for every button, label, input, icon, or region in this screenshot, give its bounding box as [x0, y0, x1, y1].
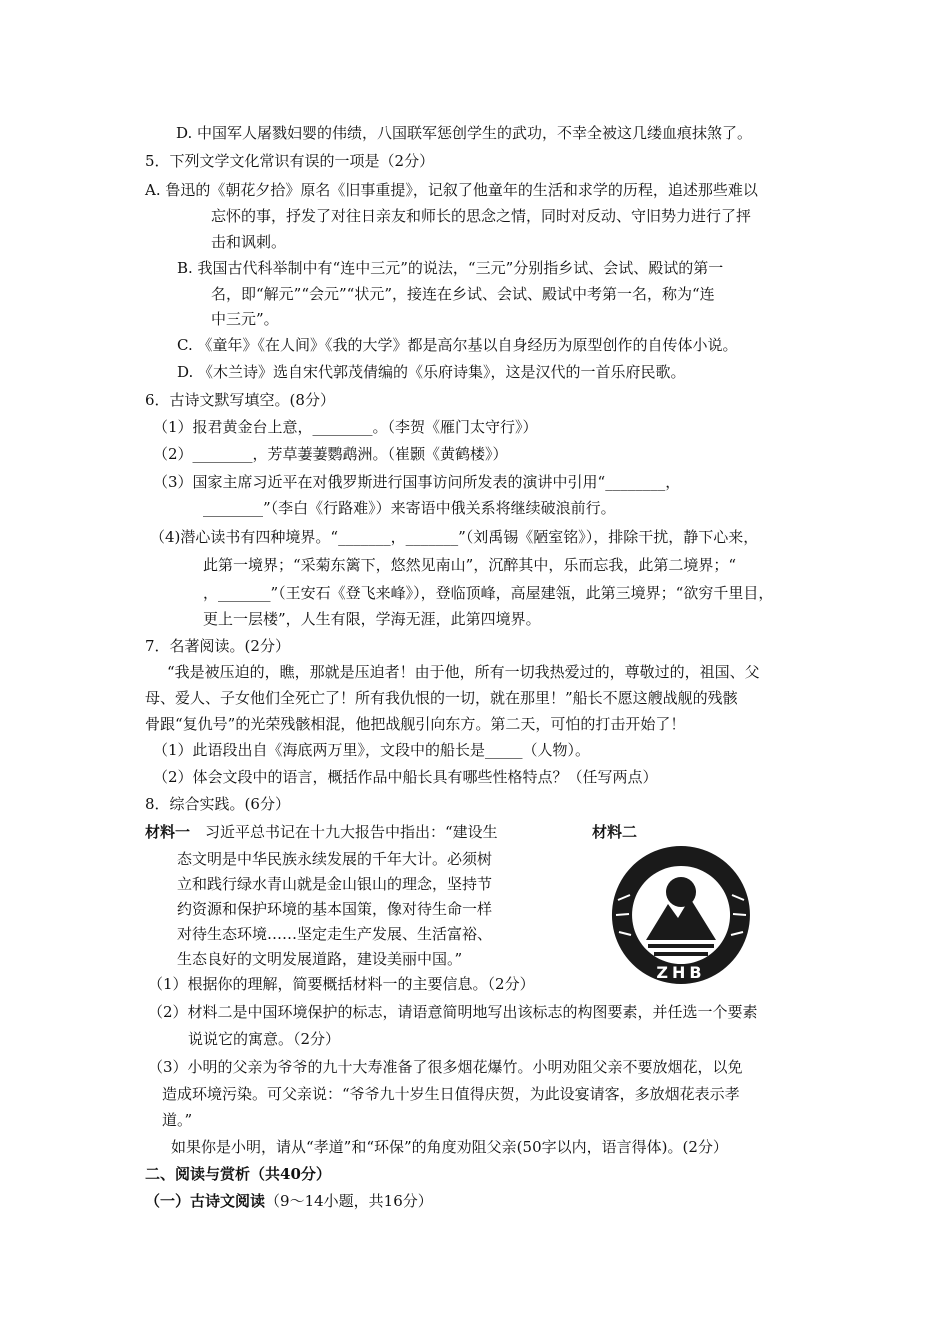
- material-one-line1: 习近平总书记在十九大报告中指出：“建设生: [205, 823, 498, 841]
- section-one-prefix: （一）: [145, 1192, 191, 1210]
- q6-item-2: （2）________，芳草萋萋鹦鹉洲。（崔颢《黄鹤楼》）: [153, 445, 508, 463]
- q6-item-4-line3: ，_______”（王安石《登飞来峰》），登临顶峰，高屋建瓴，此第三境界；“欲穷千里目，: [203, 584, 774, 602]
- q5-option-a-line2: 忘怀的事，抒发了对往日亲友和师长的思念之情，同时对反动、守旧势力进行了抨: [211, 207, 752, 225]
- q8-item-3-instruction: 如果你是小明，请从“孝道”和“环保”的角度劝阻父亲(50字以内，语言得体)。(2分）: [171, 1138, 728, 1156]
- water-wave-icon: [648, 944, 714, 948]
- q7-item-1: （1）此语段出自《海底两万里》，文段中的船长是_____（人物）。: [153, 741, 591, 759]
- q5-option-c: C. 《童年》《在人间》《我的大学》都是高尔基以自身经历为原型创作的自传体小说。: [177, 336, 738, 354]
- q8-item-2-line2: 说说它的寓意。（2分）: [188, 1030, 341, 1048]
- q6-item-4-line4: 更上一层楼”，人生有限，学海无涯，此第四境界。: [203, 610, 541, 628]
- environmental-protection-logo: [606, 840, 756, 990]
- material-one-label: 材料一: [145, 823, 191, 841]
- q7-passage-line1: “我是被压迫的，瞧，那就是压迫者！由于他，所有一切我热爱过的，尊敬过的，祖国、父: [167, 663, 760, 681]
- logo-letters: ZHB: [656, 963, 706, 982]
- q8-item-3-line2: 造成环境污染。可父亲说：“爷爷九十岁生日值得庆贺，为此设宴请客，多放烟花表示孝: [162, 1085, 740, 1103]
- q8-item-2-line1: （2）材料二是中国环境保护的标志，请语意简明地写出该标志的构图要素，并任选一个要素: [148, 1003, 758, 1021]
- q6-item-3-line1: （3）国家主席习近平在对俄罗斯进行国事访问所发表的演讲中引用“________，: [153, 473, 681, 491]
- option-d-q4: D. 中国军人屠戮妇婴的伟绩，八国联军惩创学生的武功，不幸全被这几缕血痕抹煞了。: [176, 124, 753, 142]
- material-one-line5: 对待生态环境……坚定走生产发展、生活富裕、: [177, 925, 493, 943]
- material-one-line3: 立和践行绿水青山就是金山银山的理念，坚持节: [177, 875, 493, 893]
- q5-option-a-line1: A. 鲁迅的《朝花夕拾》原名《旧事重提》，记叙了他童年的生活和求学的历程，追述那些难以: [145, 181, 758, 199]
- q7-passage-line2: 母、爱人、子女他们全死亡了！所有我仇恨的一切，就在那里！”船长不愿这艘战舰的残骸: [145, 689, 738, 707]
- q5-option-b-line2: 名，即“解元”“会元”“状元”，接连在乡试、会试、殿试中考第一名，称为“连: [211, 285, 715, 303]
- question-5-title: 5．下列文学文化常识有误的一项是（2分）: [145, 152, 435, 170]
- q6-item-4-line1: （4)潜心读书有四种境界。“_______，_______”（刘禹锡《陋室铭》），排除干扰，静下心来，: [150, 528, 759, 546]
- question-7-title: 7．名著阅读。(2分）: [145, 637, 290, 655]
- q5-option-a-line3: 击和讽刺。: [211, 233, 287, 251]
- q6-item-1: （1）报君黄金台上意，________。（李贺《雁门太守行》）: [153, 418, 538, 436]
- section-two-heading: 二、阅读与赏析（共40分）: [145, 1165, 331, 1183]
- section-one-title: 古诗文阅读: [190, 1192, 266, 1210]
- section-one-suffix: （9～14小题，共16分）: [265, 1192, 433, 1210]
- material-one-line4: 约资源和保护环境的基本国策，像对待生命一样: [177, 900, 493, 918]
- q8-item-3-line1: （3）小明的父亲为爷爷的九十大寿准备了很多烟花爆竹。小明劝阻父亲不要放烟花，以免: [148, 1058, 743, 1076]
- question-6-title: 6．古诗文默写填空。(8分）: [145, 391, 335, 409]
- q6-item-3-line2: ________”（李白《行路难》）来寄语中俄关系将继续破浪前行。: [203, 499, 616, 517]
- material-one-line6: 生态良好的文明发展道路，建设美丽中国。”: [177, 950, 463, 968]
- section-one-heading: [145, 1191, 433, 1211]
- q8-item-3-line3: 道。”: [162, 1111, 193, 1129]
- q6-item-4-line2: 此第一境界；“采菊东篱下，悠然见南山”，沉醉其中，乐而忘我，此第二境界；“: [203, 556, 737, 574]
- q7-passage-line3: 骨跟“复仇号”的光荣残骸相混，他把战舰引向东方。第二天，可怕的打击开始了！: [145, 715, 686, 733]
- q5-option-d: D. 《木兰诗》选自宋代郭茂倩编的《乐府诗集》，这是汉代的一首乐府民歌。: [177, 363, 686, 381]
- material-two-label: 材料二: [592, 823, 638, 841]
- material-one-line2: 态文明是中华民族永续发展的千年大计。必须树: [177, 850, 493, 868]
- q7-item-2: （2）体会文段中的语言，概括作品中船长具有哪些性格特点？（任写两点）: [153, 768, 658, 786]
- q8-item-1: （1）根据你的理解，简要概括材料一的主要信息。（2分）: [148, 975, 535, 993]
- q5-option-b-line1: B. 我国古代科举制中有“连中三元”的说法，“三元”分别指乡试、会试、殿试的第一: [177, 259, 724, 277]
- q5-option-b-line3: 中三元”。: [211, 310, 279, 328]
- question-8-title: 8．综合实践。(6分）: [145, 795, 290, 813]
